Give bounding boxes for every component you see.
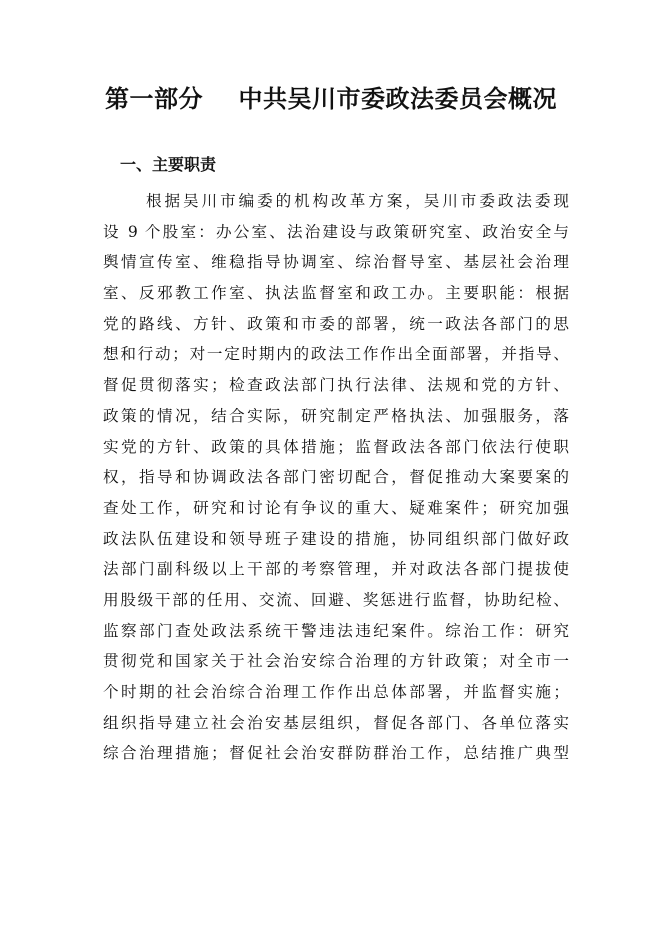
paragraph-line: 政法队伍建设和领导班子建设的措施，协同组织部门做好政 <box>103 529 569 548</box>
paragraph-line: 监察部门查处政法系统干警违法违纪案件。综治工作：研究 <box>103 621 569 640</box>
paragraph-line: 设 9 个股室：办公室、法治建设与政策研究室、政治安全与 <box>103 222 569 241</box>
paragraph-line: 个时期的社会治综合治理工作作出总体部署，并监督实施； <box>103 683 569 701</box>
paragraph-line: 贯彻党和国家关于社会治安综合治理的方针政策；对全市一 <box>103 652 569 671</box>
document-title: 第一部分 中共吴川市委政法委员会概况 <box>105 85 557 113</box>
paragraph-line: 用股级干部的任用、交流、回避、奖惩进行监督，协助纪检、 <box>103 590 569 609</box>
paragraph-line: 督促贯彻落实；检查政法部门执行法律、法规和党的方针、 <box>103 376 569 395</box>
section-heading: 一、主要职责 <box>120 155 217 174</box>
paragraph-line: 实党的方针、政策的具体措施；监督政法各部门依法行使职 <box>103 437 569 456</box>
body-paragraph <box>103 186 569 769</box>
paragraph-line: 室、反邪教工作室、执法监督室和政工办。主要职能：根据 <box>103 284 569 303</box>
paragraph-line: 法部门副科级以上干部的考察管理，并对政法各部门提拔使 <box>103 560 569 579</box>
paragraph-line: 根据吴川市编委的机构改革方案，吴川市委政法委现 <box>146 192 569 210</box>
paragraph-line: 查处工作，研究和讨论有争议的重大、疑难案件；研究加强 <box>103 498 569 517</box>
paragraph-line: 综合治理措施；督促社会治安群防群治工作，总结推广典型 <box>103 744 569 763</box>
paragraph-line: 想和行动；对一定时期内的政法工作作出全面部署，并指导、 <box>103 345 569 364</box>
paragraph-line: 政策的情况，结合实际，研究制定严格执法、加强服务，落 <box>103 406 569 425</box>
paragraph-line: 权，指导和协调政法各部门密切配合，督促推动大案要案的 <box>103 468 569 487</box>
paragraph-line: 组织指导建立社会治安基层组织，督促各部门、各单位落实 <box>103 713 569 732</box>
paragraph-line: 党的路线、方针、政策和市委的部署，统一政法各部门的思 <box>103 314 569 333</box>
paragraph-line: 舆情宣传室、维稳指导协调室、综治督导室、基层社会治理 <box>103 253 569 272</box>
